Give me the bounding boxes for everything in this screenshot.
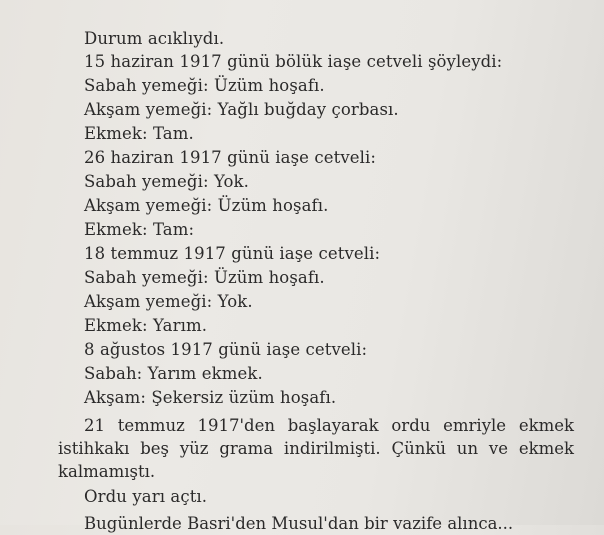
text-line: Ekmek: Tam:: [84, 220, 195, 239]
text-line: Akşam: Şekersiz üzüm hoşafı.: [84, 388, 337, 407]
text-line: Ekmek: Tam.: [84, 124, 194, 143]
paragraph-line: kalmamıştı.: [58, 462, 156, 481]
text-line: 8 ağustos 1917 günü iaşe cetveli:: [84, 340, 368, 359]
text-line: Akşam yemeği: Yok.: [84, 292, 253, 311]
text-line: Akşam yemeği: Üzüm hoşafı.: [84, 196, 329, 215]
text-line: Sabah yemeği: Yok.: [84, 172, 249, 191]
cut-off-line: Bugünlerde Basri'den Musul'dan bir vazife alınca...: [84, 514, 514, 533]
text-line: Durum acıklıydı.: [84, 29, 225, 48]
paragraph-line: 21 temmuz 1917'den başlayarak ordu emriyle ekmek: [84, 416, 574, 435]
text-line: Ekmek: Yarım.: [84, 316, 208, 335]
text-line: 15 haziran 1917 günü bölük iaşe cetveli şöyleydi:: [84, 52, 503, 71]
text-line: 26 haziran 1917 günü iaşe cetveli:: [84, 148, 377, 167]
text-line: Sabah: Yarım ekmek.: [84, 364, 263, 383]
text-line: 18 temmuz 1917 günü iaşe cetveli:: [84, 244, 381, 263]
text-line: Akşam yemeği: Yağlı buğday çorbası.: [84, 100, 399, 119]
closing-line: Ordu yarı açtı.: [84, 487, 208, 506]
text-line: Sabah yemeği: Üzüm hoşafı.: [84, 268, 325, 287]
paragraph-line: istihkakı beş yüz grama indirilmişti. Çünkü un ve ekmek: [58, 439, 574, 458]
text-line: Sabah yemeği: Üzüm hoşafı.: [84, 76, 325, 95]
paragraph: [58, 414, 574, 483]
